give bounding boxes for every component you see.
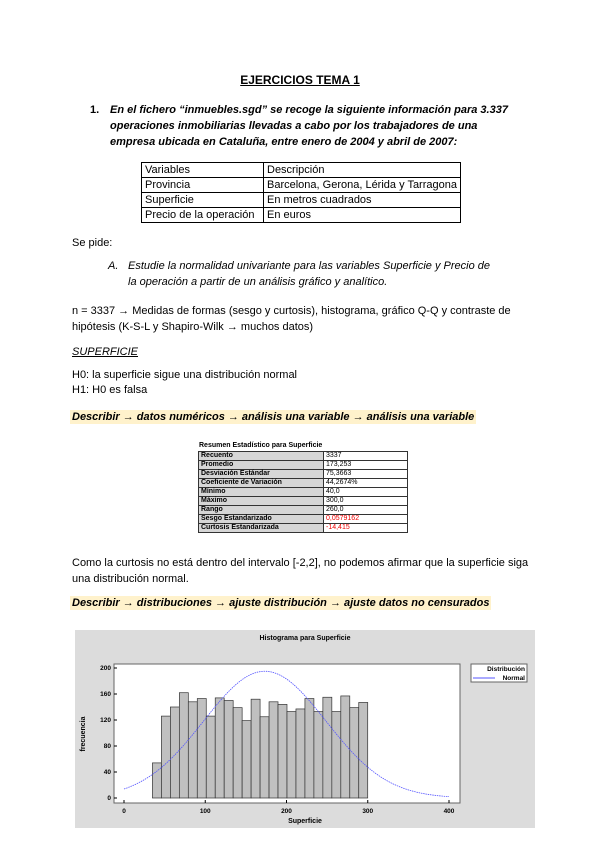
legend-title: Distribución bbox=[487, 666, 525, 673]
table-row bbox=[142, 208, 461, 223]
table-row bbox=[142, 193, 461, 208]
stat-value: 300,0 bbox=[324, 497, 408, 506]
stat-value: 260,0 bbox=[324, 506, 408, 515]
table-cell: Provincia bbox=[142, 178, 264, 193]
y-axis-label: frecuencia bbox=[80, 716, 87, 752]
histogram-bar bbox=[296, 709, 305, 798]
stats-row bbox=[199, 461, 408, 470]
stat-label: Curtosis Estandarizada bbox=[199, 524, 324, 533]
histogram-bar bbox=[197, 699, 206, 798]
stat-label: Rango bbox=[199, 506, 324, 515]
stats-row bbox=[199, 479, 408, 488]
menu-path-2: Describir → distribuciones → ajuste distribución → ajuste datos no censurados bbox=[72, 597, 490, 609]
variables-table bbox=[141, 162, 461, 223]
histogram-chart bbox=[75, 630, 535, 828]
stat-value: 0,0579162 bbox=[324, 515, 408, 524]
question-text: En el fichero “inmuebles.sgd” se recoge la siguiente información para 3.337 operaciones inmobiliarias llevadas a cabo por los trabajadores de una empresa ubicada en Cataluña, entre enero de 2004 y abril de 2007: bbox=[110, 104, 508, 148]
stat-label: Coeficiente de Variación bbox=[199, 479, 324, 488]
table-cell: En euros bbox=[264, 208, 461, 223]
stat-label: Recuento bbox=[199, 452, 324, 461]
stats-row bbox=[199, 452, 408, 461]
histogram-bar bbox=[251, 699, 260, 798]
histogram-bar bbox=[350, 708, 359, 798]
histogram-bar bbox=[314, 712, 323, 798]
stat-label: Promedio bbox=[199, 461, 324, 470]
stat-value: 40,0 bbox=[324, 488, 408, 497]
y-tick-label: 200 bbox=[100, 665, 111, 672]
histogram-bar bbox=[170, 707, 179, 798]
y-tick-label: 40 bbox=[103, 769, 111, 776]
histogram-bar bbox=[323, 697, 332, 798]
table-cell: En metros cuadrados bbox=[264, 193, 461, 208]
histogram-bar bbox=[233, 708, 242, 798]
stat-value: 173,253 bbox=[324, 461, 408, 470]
item-a-text: Estudie la normalidad univariante para las variables Superficie y Precio de la operación a partir de un análisis gráfico y analítico. bbox=[128, 260, 490, 288]
stat-label: Sesgo Estandarizado bbox=[199, 515, 324, 524]
histogram-bar bbox=[161, 716, 170, 798]
stat-value: 75,3663 bbox=[324, 470, 408, 479]
se-pide: Se pide: bbox=[72, 237, 113, 249]
x-axis-label: Superficie bbox=[288, 818, 322, 825]
n-text: n = 3337 → Medidas de formas (sesgo y curtosis), histograma, gráfico Q-Q y contraste de hipótesis (K-S-L y Shapiro-Wilk → muchos datos) bbox=[72, 305, 511, 333]
stat-value: -14,415 bbox=[324, 524, 408, 533]
table-row bbox=[142, 163, 461, 178]
conclusion: Como la curtosis no está dentro del intervalo [-2,2], no podemos afirmar que la superficie siga una distribución normal. bbox=[72, 557, 529, 585]
table-cell: Barcelona, Gerona, Lérida y Tarragona bbox=[264, 178, 461, 193]
stat-label: Mínimo bbox=[199, 488, 324, 497]
menu-path-1: Describir → datos numéricos → análisis una variable → análisis una variable bbox=[72, 411, 475, 423]
x-tick-label: 100 bbox=[199, 808, 211, 815]
chart-title: Histograma para Superficie bbox=[259, 635, 351, 642]
table-cell: Superficie bbox=[142, 193, 264, 208]
histogram-bar bbox=[260, 717, 269, 798]
stats-row bbox=[199, 524, 408, 533]
stat-value: 3337 bbox=[324, 452, 408, 461]
histogram-bar bbox=[332, 712, 341, 798]
histogram-bar bbox=[278, 704, 287, 798]
table-cell: Variables bbox=[142, 163, 264, 178]
stats-row bbox=[199, 470, 408, 479]
stats-row bbox=[199, 515, 408, 524]
x-tick-label: 300 bbox=[362, 808, 374, 815]
stats-title: Resumen Estadístico para Superficie bbox=[199, 442, 323, 449]
histogram-bar bbox=[287, 712, 296, 798]
histogram-bar bbox=[224, 701, 233, 799]
y-tick-label: 160 bbox=[100, 691, 111, 698]
item-a bbox=[108, 258, 498, 290]
stats-row bbox=[199, 488, 408, 497]
table-row bbox=[142, 178, 461, 193]
histogram-bar bbox=[305, 699, 314, 798]
page-title: EJERCICIOS TEMA 1 bbox=[240, 73, 360, 87]
h0: H0: la superficie sigue una distribución normal bbox=[72, 369, 298, 381]
stat-label: Máximo bbox=[199, 497, 324, 506]
histogram-bar bbox=[215, 698, 224, 798]
x-tick-label: 200 bbox=[281, 808, 292, 815]
h1: H1: H0 es falsa bbox=[72, 384, 148, 396]
question-number: 1. bbox=[90, 104, 100, 116]
histogram-bar bbox=[188, 702, 197, 798]
x-tick-label: 0 bbox=[122, 808, 126, 815]
legend-entry: Normal bbox=[502, 675, 525, 682]
stats-row bbox=[199, 497, 408, 506]
table-cell: Descripción bbox=[264, 163, 461, 178]
histogram-bar bbox=[341, 696, 350, 798]
question-1 bbox=[90, 102, 510, 150]
x-tick-label: 400 bbox=[443, 808, 455, 815]
stats-table bbox=[198, 451, 408, 533]
histogram-bar bbox=[206, 716, 215, 798]
histogram-bar bbox=[242, 721, 251, 798]
histogram-bar bbox=[269, 702, 278, 798]
stats-row bbox=[199, 506, 408, 515]
stat-label: Desviación Estándar bbox=[199, 470, 324, 479]
y-tick-label: 120 bbox=[100, 717, 111, 724]
item-a-letter: A. bbox=[108, 260, 119, 272]
table-cell: Precio de la operación bbox=[142, 208, 264, 223]
histogram-bar bbox=[359, 702, 368, 798]
stat-value: 44,2674% bbox=[324, 479, 408, 488]
superficie-heading: SUPERFICIE bbox=[72, 346, 139, 358]
y-tick-label: 0 bbox=[107, 795, 111, 802]
y-tick-label: 80 bbox=[103, 743, 111, 750]
